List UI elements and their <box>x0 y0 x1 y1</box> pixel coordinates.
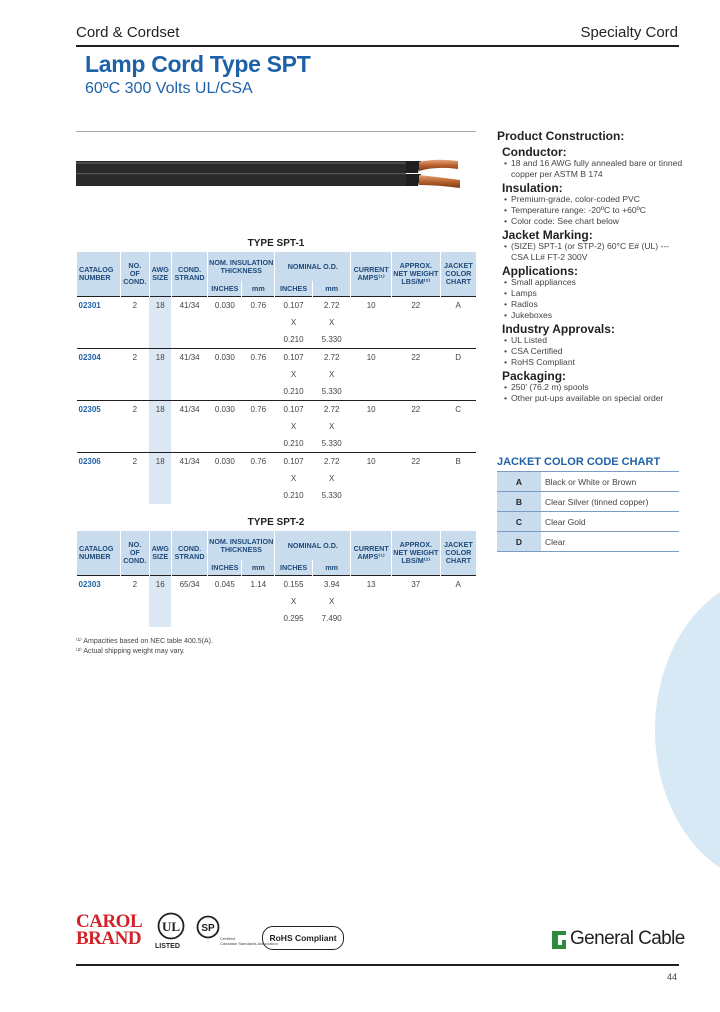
ins-mm-cell <box>242 610 275 627</box>
color-key: D <box>497 532 541 552</box>
catalog-cell: 02306 <box>77 453 121 471</box>
list-item: • (SIZE) SPT-1 (or STP-2) 60°C E# (UL) --- CSA LL# FT-2 300V <box>502 241 687 263</box>
strand-cell <box>171 487 207 504</box>
construction-section-title: Insulation: <box>502 181 563 195</box>
construction-list <box>502 194 687 227</box>
col-strand: COND. STRAND <box>171 252 207 297</box>
ins-inches-cell <box>208 383 242 401</box>
col-insulation: NOM. INSULATION THICKNESS <box>208 252 275 281</box>
amps-cell <box>351 331 391 349</box>
strand-cell <box>171 331 207 349</box>
catalog-cell <box>77 331 121 349</box>
ins-mm-cell <box>242 593 275 610</box>
col-cond: NO. OF COND. <box>121 252 149 297</box>
catalog-cell <box>77 487 121 504</box>
cond-cell: 2 <box>121 453 149 471</box>
col-weight: APPROX. NET WEIGHT LBS/M⁽²⁾ <box>391 252 440 297</box>
awg-cell <box>149 331 171 349</box>
table-row <box>77 349 477 367</box>
svg-text:UL: UL <box>161 919 181 934</box>
ins-inches-cell <box>208 314 242 331</box>
weight-cell: 37 <box>391 576 440 594</box>
ins-mm-cell: 0.76 <box>242 349 275 367</box>
strand-cell <box>171 366 207 383</box>
ins-inches-cell: 0.030 <box>208 297 242 315</box>
col-od-mm: mm <box>312 281 351 297</box>
cond-cell <box>121 487 149 504</box>
amps-cell: 10 <box>351 453 391 471</box>
list-item: • 250' (76.2 m) spools <box>502 382 687 393</box>
awg-cell <box>149 383 171 401</box>
cond-cell: 2 <box>121 401 149 419</box>
ins-inches-cell <box>208 610 242 627</box>
od-mm-cell: 7.490 <box>321 614 342 623</box>
carol-brand-logo: CAROL BRAND <box>76 911 143 949</box>
ins-inches-cell <box>208 331 242 349</box>
color-cell <box>440 593 476 610</box>
od-inches-cell: 0.295 <box>283 614 304 623</box>
amps-cell <box>351 593 391 610</box>
footnotes <box>76 637 213 657</box>
color-cell <box>440 383 476 401</box>
weight-cell: 22 <box>391 297 440 315</box>
od-inches-cell: X <box>290 370 297 379</box>
construction-list <box>502 241 687 263</box>
color-cell <box>440 470 476 487</box>
amps-cell: 10 <box>351 401 391 419</box>
weight-cell <box>391 487 440 504</box>
construction-section-title: Conductor: <box>502 145 567 159</box>
col-catalog: CATALOG NUMBER <box>77 252 121 297</box>
amps-cell <box>351 610 391 627</box>
color-value: Clear Gold <box>541 512 679 532</box>
od-inches-cell: 0.210 <box>283 491 304 500</box>
color-chart-table <box>497 471 679 552</box>
col-ins-mm: mm <box>242 560 275 576</box>
ins-mm-cell <box>242 418 275 435</box>
general-cable-logo-text: General Cable <box>570 928 685 949</box>
awg-cell <box>149 418 171 435</box>
color-cell <box>440 487 476 504</box>
construction-section-title: Industry Approvals: <box>502 322 615 336</box>
od-inches-cell: 0.107 <box>275 297 313 315</box>
catalog-cell: 02304 <box>77 349 121 367</box>
footer-rule <box>76 964 679 966</box>
decorative-circle <box>655 575 720 885</box>
list-item: • Other put-ups available on special order <box>502 393 687 404</box>
catalog-cell: 02301 <box>77 297 121 315</box>
strand-cell <box>171 383 207 401</box>
table-row <box>77 297 477 315</box>
header-section: Specialty Cord <box>580 24 678 41</box>
awg-cell <box>149 593 171 610</box>
catalog-cell <box>77 435 121 453</box>
construction-section-title: Applications: <box>502 264 579 278</box>
od-inches-cell: 0.107 <box>275 349 313 367</box>
strand-cell <box>171 314 207 331</box>
ins-mm-cell <box>242 470 275 487</box>
ins-mm-cell <box>242 331 275 349</box>
amps-cell <box>351 314 391 331</box>
col-weight: APPROX. NET WEIGHT LBS/M⁽²⁾ <box>391 531 440 576</box>
table-row <box>77 418 477 435</box>
weight-cell <box>391 383 440 401</box>
col-ins-inches: INCHES <box>208 281 242 297</box>
awg-cell <box>149 435 171 453</box>
ins-inches-cell <box>208 418 242 435</box>
amps-cell <box>351 383 391 401</box>
weight-cell <box>391 593 440 610</box>
table-row <box>77 453 477 471</box>
od-mm-cell: X <box>329 318 335 327</box>
od-mm-cell: 5.330 <box>321 335 342 344</box>
spt1-title: TYPE SPT-1 <box>247 238 305 249</box>
cond-cell <box>121 366 149 383</box>
col-awg: AWG SIZE <box>149 252 171 297</box>
list-item: • 18 and 16 AWG fully annealed bare or tinned copper per ASTM B 174 <box>502 158 687 180</box>
catalog-cell <box>77 610 121 627</box>
strand-cell: 41/34 <box>171 349 207 367</box>
weight-cell: 22 <box>391 401 440 419</box>
construction-list <box>502 335 687 368</box>
col-od-mm: mm <box>312 560 351 576</box>
csa-logo-icon <box>196 915 220 939</box>
od-inches-cell: X <box>290 318 297 327</box>
strand-cell <box>171 418 207 435</box>
color-chart-row <box>497 512 679 532</box>
amps-cell <box>351 470 391 487</box>
color-cell <box>440 418 476 435</box>
amps-cell <box>351 487 391 504</box>
weight-cell <box>391 366 440 383</box>
catalog-cell <box>77 418 121 435</box>
od-mm-cell: 5.330 <box>321 439 342 448</box>
strand-cell: 41/34 <box>171 401 207 419</box>
table-row <box>77 383 477 401</box>
catalog-cell <box>77 314 121 331</box>
color-cell <box>440 366 476 383</box>
ins-mm-cell <box>242 366 275 383</box>
catalog-cell: 02305 <box>77 401 121 419</box>
ins-mm-cell <box>242 383 275 401</box>
weight-cell <box>391 418 440 435</box>
table-row <box>77 331 477 349</box>
page-number: 44 <box>666 972 677 982</box>
cond-cell <box>121 435 149 453</box>
catalog-cell: 02303 <box>77 576 121 594</box>
catalog-cell <box>77 366 121 383</box>
color-key: A <box>497 472 541 492</box>
col-jacket-color: JACKET COLOR CHART <box>440 531 476 576</box>
ins-mm-cell <box>242 314 275 331</box>
awg-cell: 18 <box>149 297 171 315</box>
weight-cell: 22 <box>391 349 440 367</box>
awg-cell: 16 <box>149 576 171 594</box>
ins-mm-cell: 0.76 <box>242 401 275 419</box>
color-chart-row <box>497 492 679 512</box>
col-current: CURRENT AMPS⁽¹⁾ <box>351 531 391 576</box>
awg-cell <box>149 470 171 487</box>
od-mm-cell: X <box>329 370 335 379</box>
awg-cell <box>149 366 171 383</box>
color-cell: C <box>440 401 476 419</box>
weight-cell <box>391 331 440 349</box>
ins-mm-cell: 0.76 <box>242 297 275 315</box>
page-title: Lamp Cord Type SPT <box>85 51 311 77</box>
awg-cell: 18 <box>149 349 171 367</box>
construction-panel <box>497 131 687 404</box>
amps-cell <box>351 435 391 453</box>
catalog-cell <box>77 470 121 487</box>
spt2-table <box>76 531 476 627</box>
color-chart-title: JACKET COLOR CODE CHART <box>497 456 661 468</box>
col-insulation: NOM. INSULATION THICKNESS <box>208 531 275 560</box>
awg-cell <box>149 487 171 504</box>
color-cell <box>440 331 476 349</box>
color-key: B <box>497 492 541 512</box>
od-mm-cell: 3.94 <box>312 576 351 594</box>
col-od-inches: INCHES <box>275 560 313 576</box>
color-chart-row <box>497 472 679 492</box>
ins-inches-cell <box>208 435 242 453</box>
table-row <box>77 314 477 331</box>
color-chart-row <box>497 532 679 552</box>
awg-cell <box>149 610 171 627</box>
construction-list <box>502 277 687 321</box>
od-mm-cell: X <box>329 474 335 483</box>
col-nominal-od: NOMINAL O.D. <box>275 252 351 281</box>
general-cable-logo-icon <box>550 929 568 951</box>
od-mm-cell: 2.72 <box>312 401 351 419</box>
cond-cell: 2 <box>121 576 149 594</box>
table-row <box>77 470 477 487</box>
ins-inches-cell <box>208 593 242 610</box>
construction-section-title: Packaging: <box>502 369 567 383</box>
cond-cell <box>121 610 149 627</box>
list-item: • RoHS Compliant <box>502 357 687 368</box>
csa-text: Certified Canadian Standards Association <box>220 936 278 946</box>
col-catalog: CATALOG NUMBER <box>77 531 121 576</box>
strand-cell <box>171 470 207 487</box>
ins-inches-cell <box>208 366 242 383</box>
weight-cell <box>391 435 440 453</box>
weight-cell <box>391 470 440 487</box>
ul-listed-text: LISTED <box>155 943 180 950</box>
table-row <box>77 401 477 419</box>
col-ins-mm: mm <box>242 281 275 297</box>
od-inches-cell: 0.210 <box>283 439 304 448</box>
col-strand: COND. STRAND <box>171 531 207 576</box>
weight-cell <box>391 610 440 627</box>
amps-cell <box>351 366 391 383</box>
col-ins-inches: INCHES <box>208 560 242 576</box>
strand-cell: 65/34 <box>171 576 207 594</box>
ins-mm-cell: 1.14 <box>242 576 275 594</box>
od-mm-cell: X <box>329 597 335 606</box>
color-key: C <box>497 512 541 532</box>
od-mm-cell: X <box>329 422 335 431</box>
ins-inches-cell: 0.030 <box>208 401 242 419</box>
cond-cell <box>121 593 149 610</box>
ins-inches-cell: 0.030 <box>208 453 242 471</box>
header-rule <box>76 45 679 47</box>
strand-cell: 41/34 <box>171 297 207 315</box>
ins-mm-cell: 0.76 <box>242 453 275 471</box>
cond-cell <box>121 470 149 487</box>
color-value: Clear <box>541 532 679 552</box>
od-inches-cell: X <box>290 422 297 431</box>
table-row <box>77 576 477 594</box>
list-item: • Jukeboxes <box>502 310 687 321</box>
color-cell: D <box>440 349 476 367</box>
list-item: • Color code: See chart below <box>502 216 687 227</box>
color-cell <box>440 610 476 627</box>
color-cell: A <box>440 297 476 315</box>
color-cell: B <box>440 453 476 471</box>
col-cond: NO. OF COND. <box>121 531 149 576</box>
strand-cell <box>171 435 207 453</box>
table-row <box>77 610 477 627</box>
od-inches-cell: X <box>290 597 297 606</box>
ins-inches-cell: 0.030 <box>208 349 242 367</box>
amps-cell: 13 <box>351 576 391 594</box>
table-row <box>77 435 477 453</box>
spt2-title: TYPE SPT-2 <box>247 517 305 528</box>
color-cell: A <box>440 576 476 594</box>
cond-cell <box>121 383 149 401</box>
construction-section-title: Jacket Marking: <box>502 228 593 242</box>
amps-cell: 10 <box>351 297 391 315</box>
svg-text:SP: SP <box>201 923 215 934</box>
catalog-cell <box>77 383 121 401</box>
cond-cell <box>121 314 149 331</box>
list-item: • Lamps <box>502 288 687 299</box>
table-row <box>77 593 477 610</box>
footnote-1: ⁽¹⁾ Ampacities based on NEC table 400.5(A). <box>76 638 213 645</box>
od-inches-cell: 0.107 <box>275 401 313 419</box>
amps-cell <box>351 418 391 435</box>
ins-inches-cell: 0.045 <box>208 576 242 594</box>
od-inches-cell: X <box>290 474 297 483</box>
weight-cell <box>391 314 440 331</box>
awg-cell: 18 <box>149 401 171 419</box>
table-row <box>77 487 477 504</box>
divider <box>76 131 476 132</box>
construction-heading: Product Construction: <box>497 129 625 143</box>
od-inches-cell: 0.107 <box>275 453 313 471</box>
weight-cell: 22 <box>391 453 440 471</box>
ins-inches-cell <box>208 470 242 487</box>
strand-cell <box>171 610 207 627</box>
header-category: Cord & Cordset <box>76 24 180 41</box>
list-item: • Radios <box>502 299 687 310</box>
color-value: Black or White or Brown <box>541 472 679 492</box>
catalog-cell <box>77 593 121 610</box>
color-cell <box>440 435 476 453</box>
ins-mm-cell <box>242 487 275 504</box>
ins-inches-cell <box>208 487 242 504</box>
amps-cell: 10 <box>351 349 391 367</box>
col-od-inches: INCHES <box>275 281 313 297</box>
page-subtitle: 60ºC 300 Volts UL/CSA <box>85 80 253 97</box>
awg-cell: 18 <box>149 453 171 471</box>
cond-cell <box>121 418 149 435</box>
od-inches-cell: 0.210 <box>283 335 304 344</box>
od-mm-cell: 2.72 <box>312 297 351 315</box>
list-item: • UL Listed <box>502 335 687 346</box>
col-awg: AWG SIZE <box>149 531 171 576</box>
od-inches-cell: 0.155 <box>275 576 313 594</box>
color-cell <box>440 314 476 331</box>
construction-list <box>502 158 687 180</box>
cable-image <box>76 152 476 197</box>
od-mm-cell: 5.330 <box>321 491 342 500</box>
od-inches-cell: 0.210 <box>283 387 304 396</box>
list-item: • Premium-grade, color-coded PVC <box>502 194 687 205</box>
footnote-2: ⁽²⁾ Actual shipping weight may vary. <box>76 648 185 655</box>
construction-list <box>502 382 687 404</box>
cond-cell: 2 <box>121 297 149 315</box>
ul-logo-icon <box>157 911 185 941</box>
strand-cell: 41/34 <box>171 453 207 471</box>
spt1-table <box>76 252 476 504</box>
od-mm-cell: 2.72 <box>312 453 351 471</box>
cond-cell <box>121 331 149 349</box>
list-item: • Temperature range: -20ºC to +60ºC <box>502 205 687 216</box>
col-current: CURRENT AMPS⁽¹⁾ <box>351 252 391 297</box>
ins-mm-cell <box>242 435 275 453</box>
list-item: • CSA Certified <box>502 346 687 357</box>
col-jacket-color: JACKET COLOR CHART <box>440 252 476 297</box>
rohs-logo: RoHS Compliant <box>262 926 344 950</box>
cond-cell: 2 <box>121 349 149 367</box>
list-item: • Small appliances <box>502 277 687 288</box>
table-row <box>77 366 477 383</box>
od-mm-cell: 5.330 <box>321 387 342 396</box>
strand-cell <box>171 593 207 610</box>
awg-cell <box>149 314 171 331</box>
od-mm-cell: 2.72 <box>312 349 351 367</box>
col-nominal-od: NOMINAL O.D. <box>275 531 351 560</box>
color-value: Clear Silver (tinned copper) <box>541 492 679 512</box>
